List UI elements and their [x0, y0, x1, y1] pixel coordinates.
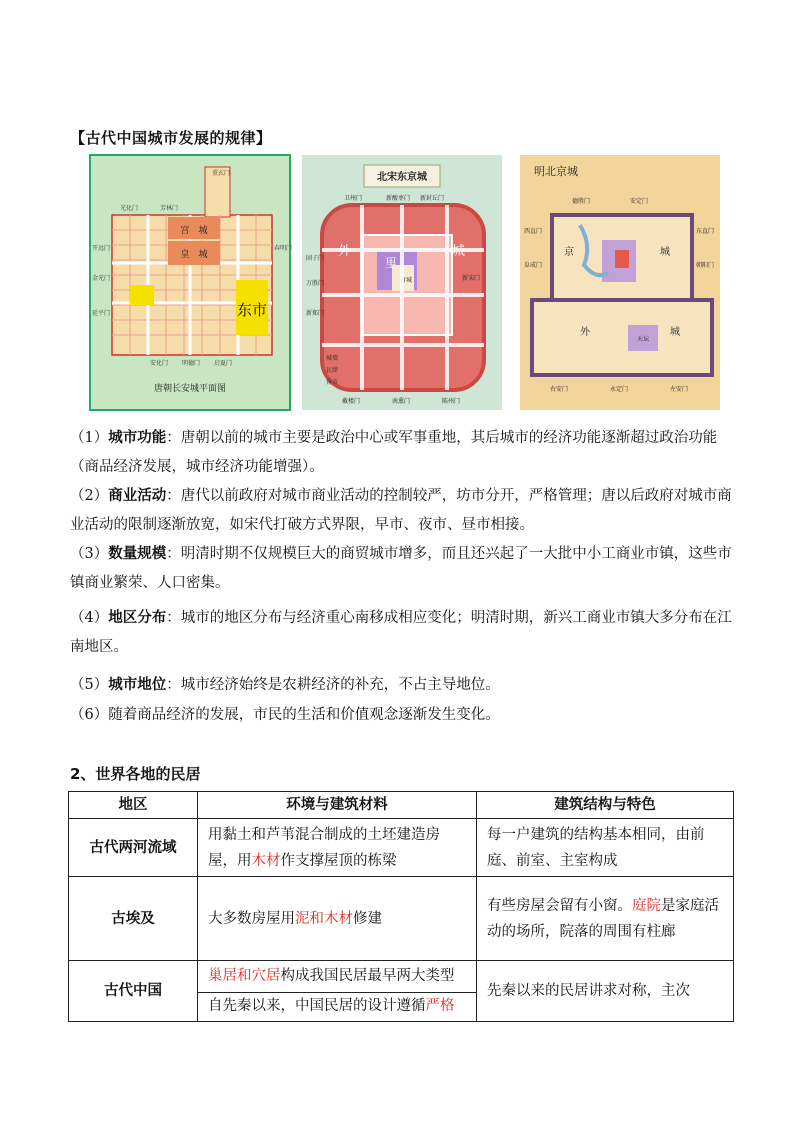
beijing-outer-city-label: 城 [670, 327, 680, 338]
kaifeng-map [302, 155, 502, 410]
beijing-gate: 西直门 [524, 228, 543, 235]
kaifeng-inner-label: 里 [385, 256, 398, 270]
changan-gate: 芳林门 [160, 205, 179, 212]
kaifeng-gate: 新封丘门 [420, 195, 445, 202]
feature-cell: 先秦以来的民居讲求对称，主次 [477, 961, 734, 1022]
paragraph-4: （4）地区分布：城市的地区分布与经济重心南移成相应变化；明清时期，新兴工商业市镇大多分布在江南地区。 [70, 610, 732, 655]
beijing-gate: 永定门 [610, 386, 629, 393]
beijing-outer-label: 外 [580, 327, 590, 338]
environment-cell: 巢居和穴居构成我国民居最早两大类型 自先秦以来，中国民居的设计遵循严格 [198, 961, 477, 1022]
region-cell: 古埃及 [69, 877, 198, 961]
environment-cell: 大多数房屋用泥和木材修建 [198, 877, 477, 961]
changan-gate: 启夏门 [214, 360, 233, 367]
region-cell: 古代两河流域 [69, 819, 198, 877]
changan-gate: 开远门 [92, 245, 111, 252]
kaifeng-city-label: 城 [452, 244, 466, 259]
changan-gate: 安化门 [150, 360, 169, 367]
paragraph-3: （3）数量规模：明清时期不仅规模巨大的商贸城市增多，而且还兴起了一大批中小工商业市镇，这些市镇商业繁荣、人口密集。 [70, 546, 732, 591]
table-row [69, 877, 734, 961]
beijing-gate: 德胜门 [572, 198, 591, 205]
kaifeng-gate: 陈州门 [442, 398, 461, 405]
table-header: 环境与建筑材料 [198, 792, 477, 819]
beijing-gate: 左安门 [670, 386, 689, 393]
dwellings-table [68, 791, 734, 1022]
kaifeng-gate: 万胜门 [306, 280, 325, 287]
paragraph-1: （1）城市功能：唐朝以前的城市主要是政治中心或军事重地，其后城市的经济功能逐渐超过政治功能（商品经济发展，城市经济功能增强）。 [70, 430, 718, 475]
kaifeng-gate: 新宋门 [462, 275, 481, 282]
changan-gate: 延平门 [92, 310, 111, 317]
beijing-gate: 朝阳门 [696, 262, 715, 269]
changan-caption: 唐朝长安城平面图 [153, 384, 227, 394]
beijing-capital-label: 京 [564, 247, 574, 258]
kaifeng-outer-label: 外 [338, 244, 352, 259]
feature-cell: 每一户建筑的结构基本相同，由前庭、前室、主室构成 [477, 819, 734, 877]
environment-cell: 用黏土和芦苇混合制成的土坯建造房屋，用木材作支撑屋顶的栋梁 [198, 819, 477, 877]
changan-gate: 光化门 [120, 205, 139, 212]
changan-gate: 春明门 [274, 245, 293, 252]
kaifeng-palace-label: 宫城 [400, 277, 413, 284]
kaifeng-gate: 戴楼门 [342, 398, 361, 405]
beijing-gate: 阜成门 [524, 262, 543, 269]
kaifeng-legend: 角市 [326, 379, 339, 386]
beijing-gate: 安定门 [630, 198, 649, 205]
paragraph-6: （6）随着商品经济的发展，市民的生活和价值观念逐渐发生变化。 [70, 707, 500, 723]
beijing-map [520, 155, 720, 410]
kaifeng-gate: 南熏门 [392, 398, 411, 405]
table-header: 地区 [69, 792, 198, 819]
beijing-temple: 天坛 [636, 336, 650, 343]
changan-palace-label: 宫 城 [180, 226, 208, 236]
kaifeng-legend: 城墙 [326, 355, 339, 362]
table-header-row [69, 792, 734, 819]
beijing-gate: 右安门 [550, 386, 569, 393]
table-header: 建筑结构与特色 [477, 792, 734, 819]
table-row [69, 819, 734, 877]
feature-cell: 有些房屋会留有小窗。庭院是家庭活动的场所，院落的周围有柱廊 [477, 877, 734, 961]
changan-east-market: 东市 [236, 301, 268, 319]
changan-imperial-label: 皇 城 [180, 250, 208, 260]
section-2-title: 2、世界各地的民居 [70, 765, 201, 783]
beijing-title: 明北京城 [534, 165, 578, 178]
kaifeng-gate: 新酸枣门 [386, 195, 411, 202]
changan-map [90, 155, 293, 410]
changan-gate: 明德门 [182, 360, 201, 367]
kaifeng-legend: 瓦肆 [326, 367, 339, 374]
changan-gate: 重玄门 [212, 170, 231, 177]
kaifeng-gate: 卫州门 [344, 195, 363, 202]
city-maps [90, 155, 720, 410]
section-heading: 【古代中国城市发展的规律】 [70, 129, 272, 147]
kaifeng-title: 北宋东京城 [377, 172, 427, 183]
beijing-gate: 东直门 [696, 228, 715, 235]
paragraph-5: （5）城市地位：城市经济始终是农耕经济的补充，不占主导地位。 [70, 677, 500, 693]
region-cell: 古代中国 [69, 961, 198, 1022]
kaifeng-gate: 固子门 [306, 255, 325, 262]
table-row [69, 961, 734, 1022]
paragraph-2: （2）商业活动：唐代以前政府对城市商业活动的控制较严，坊市分开，严格管理；唐以后政府对城市商业活动的限制逐渐放宽，如宋代打破方式界限，早市、夜市、昼市相接。 [70, 488, 732, 533]
changan-gate: 金光门 [92, 275, 111, 282]
kaifeng-gate: 新郑门 [306, 310, 325, 317]
beijing-city-label: 城 [660, 247, 670, 258]
